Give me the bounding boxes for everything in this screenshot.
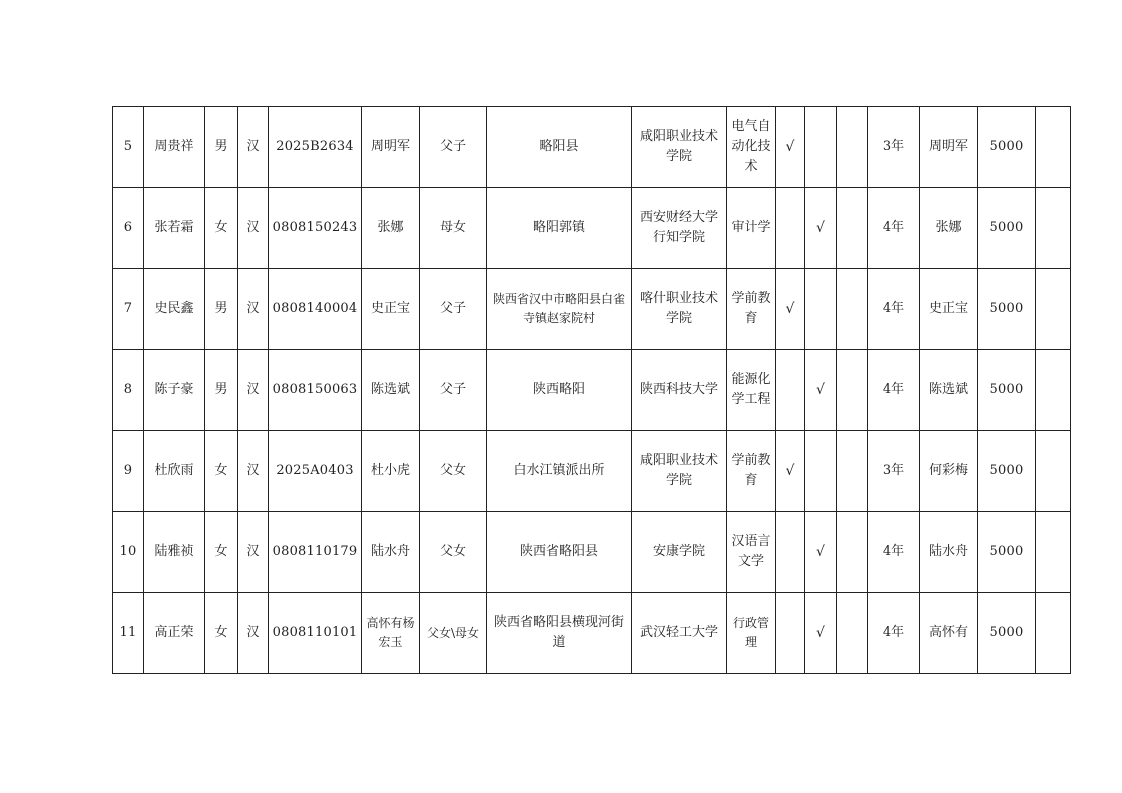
relation-cell: 父女\母女 — [420, 593, 487, 674]
amount-cell: 5000 — [978, 512, 1036, 593]
gender-cell: 女 — [205, 431, 238, 512]
student-id-cell: 2025B2634 — [269, 107, 362, 188]
check-a-cell: √ — [776, 269, 805, 350]
check-c-cell — [837, 593, 868, 674]
check-b-cell — [805, 107, 837, 188]
major-cell: 能源化学工程 — [727, 350, 776, 431]
major-cell: 学前教育 — [727, 269, 776, 350]
ethnicity-cell: 汉 — [238, 512, 269, 593]
check-b-cell: √ — [805, 593, 837, 674]
school-cell: 咸阳职业技术学院 — [632, 431, 727, 512]
table-body — [113, 107, 1071, 674]
check-c-cell — [837, 350, 868, 431]
gender-cell: 女 — [205, 188, 238, 269]
table-row — [113, 593, 1071, 674]
recipient-cell: 高怀有 — [920, 593, 978, 674]
recipient-cell: 张娜 — [920, 188, 978, 269]
check-c-cell — [837, 269, 868, 350]
row-number-cell: 11 — [113, 593, 144, 674]
relation-cell: 父子 — [420, 107, 487, 188]
guardian-name-cell: 周明军 — [362, 107, 420, 188]
address-cell: 白水江镇派出所 — [487, 431, 632, 512]
student-name-cell: 高正荣 — [144, 593, 205, 674]
guardian-name-cell: 史正宝 — [362, 269, 420, 350]
ethnicity-cell: 汉 — [238, 107, 269, 188]
amount-cell: 5000 — [978, 107, 1036, 188]
ethnicity-cell: 汉 — [238, 593, 269, 674]
table-row — [113, 350, 1071, 431]
note-cell — [1036, 350, 1071, 431]
note-cell — [1036, 593, 1071, 674]
relation-cell: 父女 — [420, 512, 487, 593]
guardian-name-cell: 高怀有杨宏玉 — [362, 593, 420, 674]
address-cell: 略阳县 — [487, 107, 632, 188]
relation-cell: 父子 — [420, 350, 487, 431]
guardian-name-cell: 陆水舟 — [362, 512, 420, 593]
ethnicity-cell: 汉 — [238, 188, 269, 269]
check-a-cell — [776, 188, 805, 269]
gender-cell: 男 — [205, 350, 238, 431]
ethnicity-cell: 汉 — [238, 350, 269, 431]
relation-cell: 父子 — [420, 269, 487, 350]
recipient-cell: 周明军 — [920, 107, 978, 188]
student-name-cell: 陆雅祯 — [144, 512, 205, 593]
school-cell: 武汉轻工大学 — [632, 593, 727, 674]
guardian-name-cell: 张娜 — [362, 188, 420, 269]
recipient-cell: 陆水舟 — [920, 512, 978, 593]
check-b-cell — [805, 431, 837, 512]
years-cell: 3年 — [868, 107, 920, 188]
major-cell: 审计学 — [727, 188, 776, 269]
guardian-name-cell: 陈选斌 — [362, 350, 420, 431]
ethnicity-cell: 汉 — [238, 269, 269, 350]
school-cell: 安康学院 — [632, 512, 727, 593]
amount-cell: 5000 — [978, 593, 1036, 674]
table-row — [113, 431, 1071, 512]
student-id-cell: 0808110101 — [269, 593, 362, 674]
amount-cell: 5000 — [978, 188, 1036, 269]
check-c-cell — [837, 188, 868, 269]
note-cell — [1036, 512, 1071, 593]
years-cell: 4年 — [868, 269, 920, 350]
guardian-name-cell: 杜小虎 — [362, 431, 420, 512]
check-a-cell — [776, 593, 805, 674]
student-name-cell: 张若霜 — [144, 188, 205, 269]
ethnicity-cell: 汉 — [238, 431, 269, 512]
table-row — [113, 188, 1071, 269]
school-cell: 咸阳职业技术学院 — [632, 107, 727, 188]
school-cell: 喀什职业技术学院 — [632, 269, 727, 350]
recipient-cell: 陈选斌 — [920, 350, 978, 431]
address-cell: 陕西省汉中市略阳县白雀寺镇赵家院村 — [487, 269, 632, 350]
major-cell: 学前教育 — [727, 431, 776, 512]
relation-cell: 母女 — [420, 188, 487, 269]
school-cell: 陕西科技大学 — [632, 350, 727, 431]
major-cell: 电气自动化技术 — [727, 107, 776, 188]
amount-cell: 5000 — [978, 350, 1036, 431]
check-b-cell: √ — [805, 188, 837, 269]
student-id-cell: 0808140004 — [269, 269, 362, 350]
major-cell: 汉语言文学 — [727, 512, 776, 593]
check-c-cell — [837, 107, 868, 188]
student-id-cell: 0808110179 — [269, 512, 362, 593]
check-c-cell — [837, 431, 868, 512]
gender-cell: 男 — [205, 269, 238, 350]
address-cell: 略阳郭镇 — [487, 188, 632, 269]
address-cell: 陕西略阳 — [487, 350, 632, 431]
check-a-cell — [776, 350, 805, 431]
recipient-cell: 何彩梅 — [920, 431, 978, 512]
note-cell — [1036, 107, 1071, 188]
years-cell: 4年 — [868, 188, 920, 269]
note-cell — [1036, 269, 1071, 350]
student-name-cell: 陈子豪 — [144, 350, 205, 431]
student-id-cell: 2025A0403 — [269, 431, 362, 512]
row-number-cell: 10 — [113, 512, 144, 593]
years-cell: 4年 — [868, 593, 920, 674]
student-name-cell: 周贵祥 — [144, 107, 205, 188]
table-row — [113, 107, 1071, 188]
gender-cell: 男 — [205, 107, 238, 188]
check-c-cell — [837, 512, 868, 593]
student-name-cell: 史民鑫 — [144, 269, 205, 350]
years-cell: 3年 — [868, 431, 920, 512]
student-name-cell: 杜欣雨 — [144, 431, 205, 512]
check-b-cell — [805, 269, 837, 350]
row-number-cell: 9 — [113, 431, 144, 512]
row-number-cell: 8 — [113, 350, 144, 431]
recipient-cell: 史正宝 — [920, 269, 978, 350]
address-cell: 陕西省略阳县 — [487, 512, 632, 593]
row-number-cell: 6 — [113, 188, 144, 269]
check-a-cell — [776, 512, 805, 593]
row-number-cell: 5 — [113, 107, 144, 188]
years-cell: 4年 — [868, 350, 920, 431]
school-cell: 西安财经大学行知学院 — [632, 188, 727, 269]
note-cell — [1036, 188, 1071, 269]
check-a-cell: √ — [776, 431, 805, 512]
table-row — [113, 512, 1071, 593]
student-id-cell: 0808150063 — [269, 350, 362, 431]
years-cell: 4年 — [868, 512, 920, 593]
table-row — [113, 269, 1071, 350]
amount-cell: 5000 — [978, 269, 1036, 350]
gender-cell: 女 — [205, 512, 238, 593]
note-cell — [1036, 431, 1071, 512]
student-id-cell: 0808150243 — [269, 188, 362, 269]
amount-cell: 5000 — [978, 431, 1036, 512]
check-b-cell: √ — [805, 350, 837, 431]
check-b-cell: √ — [805, 512, 837, 593]
gender-cell: 女 — [205, 593, 238, 674]
relation-cell: 父女 — [420, 431, 487, 512]
row-number-cell: 7 — [113, 269, 144, 350]
student-aid-table — [112, 106, 1071, 674]
check-a-cell: √ — [776, 107, 805, 188]
major-cell: 行政管理 — [727, 593, 776, 674]
address-cell: 陕西省略阳县横现河街道 — [487, 593, 632, 674]
